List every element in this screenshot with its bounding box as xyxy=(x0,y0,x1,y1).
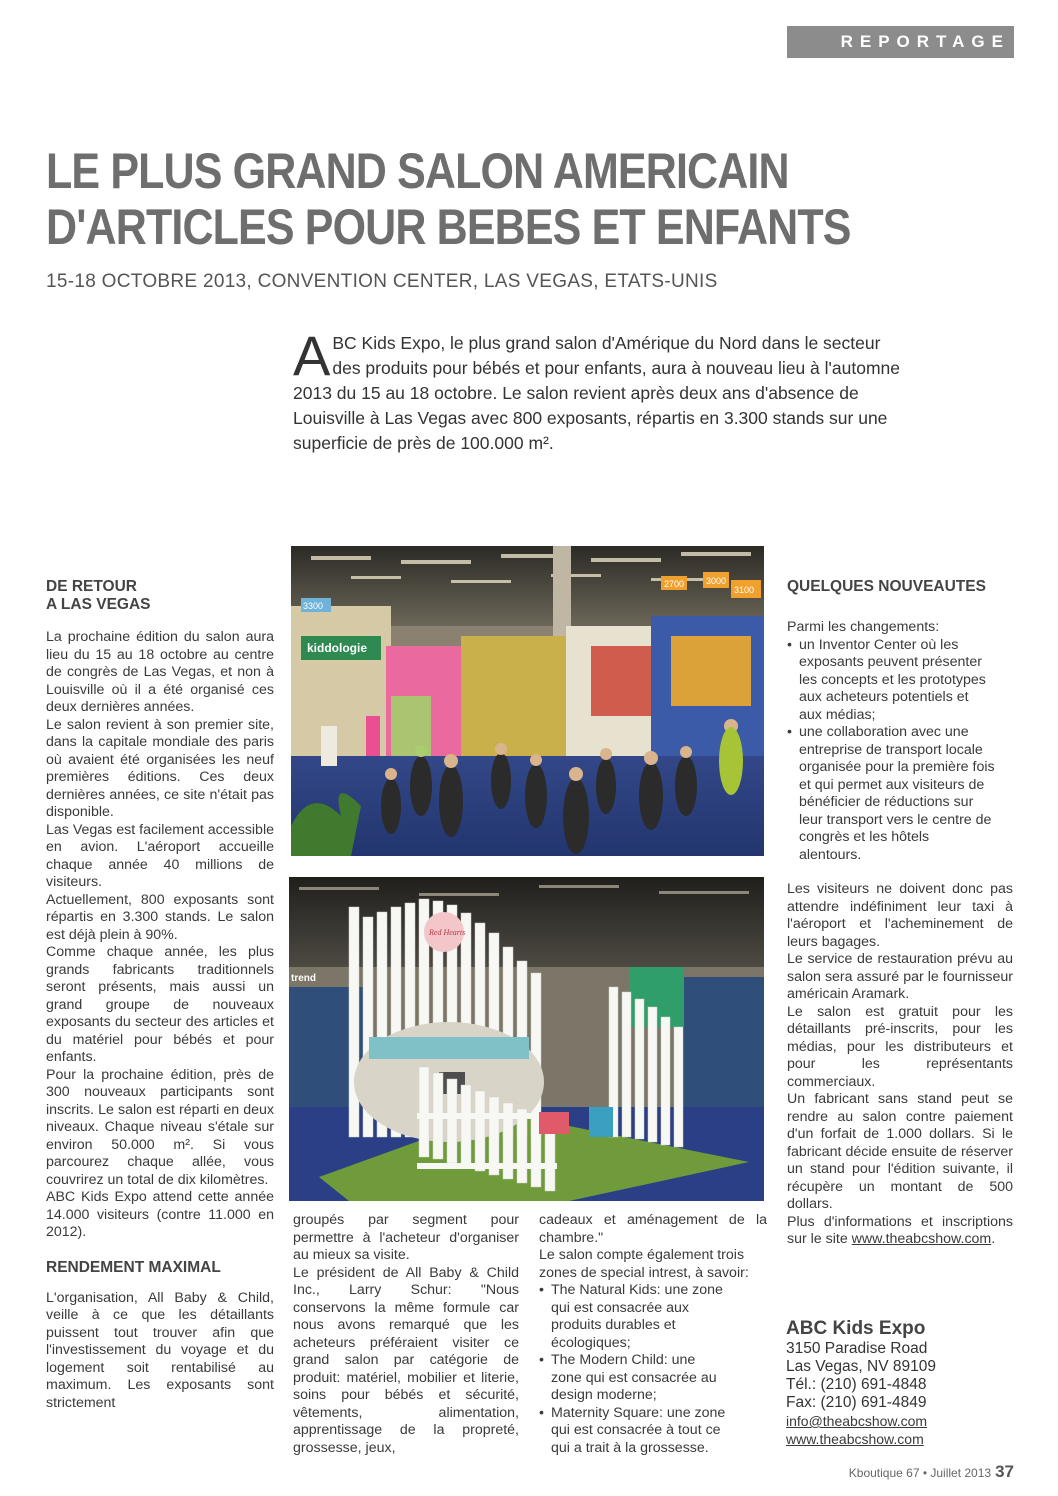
contact-address-1: 3150 Paradise Road xyxy=(786,1340,928,1357)
paragraph xyxy=(787,1214,1013,1249)
stand-sign: 2700 xyxy=(664,579,685,589)
paragraph: Le salon revient à son premier site, dans la capitale mondiale des paris où avaient été organisées les neuf premières éditions. Ces deux dernières années, ce site n'était pas disponible. xyxy=(46,716,274,820)
stand-sign: 3000 xyxy=(706,576,727,586)
right-column-body xyxy=(787,881,1013,1249)
title-line-2: D'ARTICLES POUR BEBES ET ENFANTS xyxy=(46,199,851,255)
paragraph: La prochaine édition du salon aura lieu du 15 au 18 octobre au centre de congrès de Las Vegas, et non à Louisville où il a été organisé ces deux dernières années. xyxy=(46,629,274,715)
stand-sign: 3100 xyxy=(734,585,755,595)
more-info-text: Plus d'informations et inscriptions sur le site xyxy=(787,1213,1013,1247)
paragraph: Le président de All Baby & Child Inc., Larry Schur: "Nous conservons la même formule car nous avons remarqué que les acheteurs préféraient visiter ce grand salon par catégorie de produit: matériel, mobilier et literie, soins pour bébés et sécurité, vêtements, alimentation, apprentissage de la propreté, grossesse, jeux, xyxy=(293,1264,519,1456)
paragraph: groupés par segment pour permettre à l'acheteur d'organiser au mieux sa visite. xyxy=(293,1212,519,1263)
paragraph: cadeaux et aménagement de la chambre." xyxy=(539,1212,767,1246)
contact-web-link[interactable]: www.theabcshow.com xyxy=(786,1431,924,1447)
paragraph: Pour la prochaine édition, près de 300 nouveaux participants sont inscrits. Le salon est réparti en deux niveaux. Chaque niveau s'étale sur environ 50.000 m². Si vous parcourez chaque allée, vous couvrirez un total de dix kilomètres. xyxy=(46,1066,274,1188)
article-subtitle: 15-18 OCTOBRE 2013, CONVENTION CENTER, LAS VEGAS, ETATS-UNIS xyxy=(46,271,718,292)
intro-text: BC Kids Expo, le plus grand salon d'Amérique du Nord dans le secteur des produits pour bébés et pour enfants, aura à nouveau lieu à l'automne 2013 du 15 au 18 octobre. Le salon revient après deux ans d'absence de Louisville à Las Vegas avec 800 exposants, répartis en 3.300 stands sur une superficie de près de 100.000 m². xyxy=(293,333,900,453)
special-zones-list xyxy=(539,1282,767,1457)
article-title xyxy=(46,143,872,255)
booth-photo xyxy=(289,877,764,1201)
paragraph: ABC Kids Expo attend cette année 14.000 visiteurs (contre 11.000 en 2012). xyxy=(46,1189,274,1240)
heading-de-retour: DE RETOUR A LAS VEGAS xyxy=(46,578,151,613)
contact-email-link[interactable]: info@theabcshow.com xyxy=(786,1413,928,1429)
paragraph: Le service de restauration prévu au salon sera assuré par le fournisseur américain Aramark. xyxy=(787,951,1013,1002)
heading-nouveautes: QUELQUES NOUVEAUTES xyxy=(787,578,986,595)
paragraph: Las Vegas est facilement accessible en avion. L'aéroport accueille chaque année 40 millions de visiteurs. xyxy=(46,821,274,890)
intro-paragraph xyxy=(293,324,913,456)
paragraph: Le salon est gratuit pour les détaillants pré-inscrits, pour les médias, pour les distributeurs et pour les représentants commerciaux. xyxy=(787,1003,1013,1090)
drop-cap: A xyxy=(293,324,331,387)
list-item: • Maternity Square: une zone qui est consacrée à tout ce qui a trait à la grossesse. xyxy=(539,1405,727,1458)
paragraph: Les visiteurs ne doivent donc pas attendre indéfiniment leur taxi à l'aéroport et l'acheminement de leurs bagages. xyxy=(787,881,1013,950)
page-footer xyxy=(849,1462,1014,1482)
paragraph: L'organisation, All Baby & Child, veille à ce que les détaillants puissent tout trouver afin que l'investissement du voyage et du logement soit rentabilisé au maximum. Les exposants sont strictement xyxy=(46,1289,274,1411)
left-column-body xyxy=(46,629,274,1242)
paragraph: Parmi les changements: xyxy=(787,619,940,635)
paragraph: Actuellement, 800 exposants sont répartis en 3.300 stands. Le salon est déjà plein à 90%. xyxy=(46,891,274,943)
contact-fax: Fax: (210) 691-4849 xyxy=(786,1394,927,1411)
right-column xyxy=(787,578,1013,1249)
paragraph: Comme chaque année, les plus grands fabricants traditionnels seront présents, mais aussi un grand groupe de nouveaux exposants du secteur des articles et du matériel pour bébés et pour enfants. xyxy=(46,944,274,1065)
paragraph: Le salon compte également trois zones de special intrest, à savoir: xyxy=(539,1247,749,1281)
list-item: • The Natural Kids: une zone qui est consacrée aux produits durables et écologiques; xyxy=(539,1282,727,1352)
website-link[interactable]: www.theabcshow.com xyxy=(851,1231,992,1247)
heading-rendement: RENDEMENT MAXIMAL xyxy=(46,1258,221,1276)
title-line-1: LE PLUS GRAND SALON AMERICAIN xyxy=(46,143,789,199)
page-number: 37 xyxy=(995,1462,1014,1481)
list-item: • un Inventor Center où les exposants peuvent présenter les concepts et les prototypes aux acheteurs potentiels et aux médias; xyxy=(787,637,995,725)
expo-hall-photo xyxy=(291,546,764,856)
middle-column xyxy=(293,1212,519,1457)
changes-list xyxy=(787,637,1013,865)
contact-address-2: Las Vegas, NV 89109 xyxy=(786,1358,936,1375)
list-item: • The Modern Child: une zone qui est consacrée au design moderne; xyxy=(539,1352,727,1405)
section-tag: REPORTAGE xyxy=(787,26,1014,58)
stand-sign: trend xyxy=(291,973,316,984)
third-column xyxy=(539,1212,767,1457)
list-item: • une collaboration avec une entreprise de transport locale organisée pour la première fois et qui permet aux visiteurs de bénéficier de réductions sur leur transport vers le centre de congrès et les hôtels alentours. xyxy=(787,724,995,864)
booth-sign: Red Hearts xyxy=(429,928,466,937)
stand-sign: kiddologie xyxy=(307,641,367,655)
contact-tel: Tél.: (210) 691-4848 xyxy=(786,1376,927,1393)
contact-name: ABC Kids Expo xyxy=(786,1318,926,1339)
punctuation: . xyxy=(991,1231,996,1247)
contact-block xyxy=(786,1318,1012,1448)
stand-sign: 3300 xyxy=(303,601,324,611)
paragraph: Un fabricant sans stand peut se rendre au salon contre paiement d'un forfait de 1.000 dollars. Si le fabricant décide ensuite de réserver un stand pour l'édition suivante, il récupère un montant de 500 dollars. xyxy=(787,1091,1013,1212)
footer-text: Kboutique 67 • Juillet 2013 xyxy=(848,1466,992,1480)
left-column xyxy=(46,578,274,1412)
